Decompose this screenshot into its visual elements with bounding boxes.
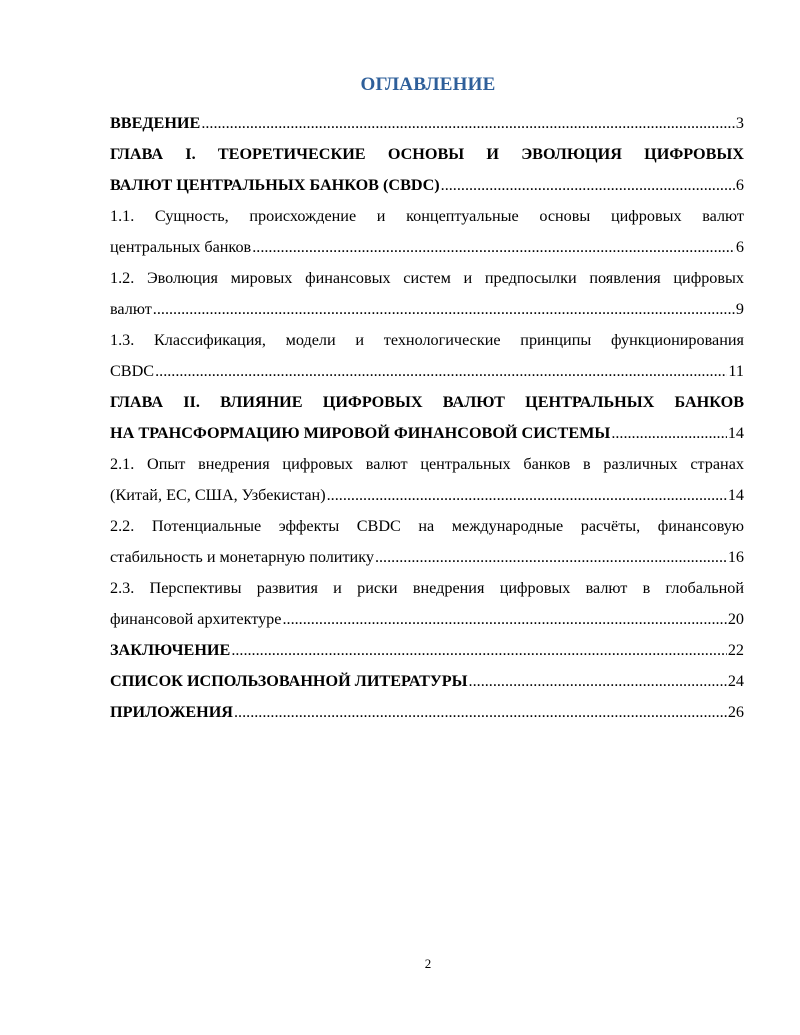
toc-entry-line [110,294,744,325]
toc-entry-text: 1.3. Классификация, модели и технологические принципы функционирования [110,331,744,349]
toc-entry-line [110,480,744,511]
toc-entry-line [110,232,744,263]
toc-entry-text: ВАЛЮТ ЦЕНТРАЛЬНЫХ БАНКОВ (CBDC) [110,176,440,194]
toc-entry-references[interactable] [110,666,744,697]
toc-entry-section-1-3[interactable] [110,325,744,387]
toc-entry-text: 1.1. Сущность, происхождение и концептуальные основы цифровых валют [110,207,744,225]
toc-entry-text: ВВЕДЕНИЕ [110,114,201,132]
toc-page-number: 3 [735,114,744,132]
toc-entry-chapter-2[interactable] [110,387,744,449]
toc-entry-line [110,604,744,635]
toc-entry-text: ГЛАВА I. ТЕОРЕТИЧЕСКИЕ ОСНОВЫ И ЭВОЛЮЦИЯ ЦИФРОВЫХ [110,145,744,163]
toc-entry-chapter-1[interactable] [110,139,744,201]
toc-entry-conclusion[interactable] [110,635,744,666]
toc-entry-text: ГЛАВА II. ВЛИЯНИЕ ЦИФРОВЫХ ВАЛЮТ ЦЕНТРАЛЬНЫХ БАНКОВ [110,393,744,411]
toc-entry-text: центральных банков [110,238,252,256]
dot-leader [234,697,727,728]
page-number: 2 [424,956,432,971]
toc-page-number: 9 [735,300,744,318]
toc-entry-section-2-1[interactable] [110,449,744,511]
toc-page-number: 24 [727,672,744,690]
toc-page-number: 20 [727,610,744,628]
toc-entry-text: 2.2. Потенциальные эффекты CBDC на международные расчёты, финансовую [110,517,744,535]
toc-entry-line [110,356,744,387]
dot-leader [327,480,727,511]
toc-entry-line [110,697,744,728]
toc-page-number: 26 [727,703,744,721]
table-of-contents [110,108,744,728]
dot-leader [441,170,735,201]
dot-leader [469,666,727,697]
dot-leader [201,108,735,139]
dot-leader [155,356,727,387]
toc-entry-section-2-2[interactable] [110,511,744,573]
toc-page-number: 14 [727,424,744,442]
toc-entry-line [110,666,744,697]
toc-entry-appendices[interactable] [110,697,744,728]
toc-entry-line [110,170,744,201]
dot-leader [282,604,726,635]
toc-entry-line [110,418,744,449]
toc-entry-text: 1.2. Эволюция мировых финансовых систем и предпосылки появления цифровых [110,269,744,287]
toc-entry-intro[interactable] [110,108,744,139]
toc-entry-line [110,635,744,666]
dot-leader [153,294,735,325]
toc-entry-section-2-3[interactable] [110,573,744,635]
toc-entry-text: стабильность и монетарную политику [110,548,374,566]
toc-entry-text: СПИСОК ИСПОЛЬЗОВАННОЙ ЛИТЕРАТУРЫ [110,672,468,690]
toc-page-number: 14 [727,486,744,504]
toc-page-number: 22 [727,641,744,659]
toc-entry-text: ПРИЛОЖЕНИЯ [110,703,233,721]
toc-entry-text: 2.1. Опыт внедрения цифровых валют центральных банков в различных странах [110,455,744,473]
toc-page-number: 6 [735,238,744,256]
dot-leader [375,542,727,573]
toc-entry-line [110,542,744,573]
toc-entry-text: финансовой архитектуре [110,610,282,628]
toc-page-number: 6 [735,176,744,194]
toc-entry-line [110,108,744,139]
toc-page-number: 11 [728,362,744,380]
toc-entry-section-1-2[interactable] [110,263,744,325]
toc-entry-text: CBDC [110,362,155,380]
dot-leader [611,418,727,449]
toc-entry-text: валют [110,300,152,318]
toc-entry-text: ЗАКЛЮЧЕНИЕ [110,641,231,659]
toc-entry-text: 2.3. Перспективы развития и риски внедрения цифровых валют в глобальной [110,579,744,597]
dot-leader [252,232,735,263]
toc-page-number: 16 [727,548,744,566]
page-title: ОГЛАВЛЕНИЕ [360,74,496,95]
toc-entry-text: НА ТРАНСФОРМАЦИЮ МИРОВОЙ ФИНАНСОВОЙ СИСТЕМЫ [110,424,611,442]
toc-entry-text: (Китай, ЕС, США, Узбекистан) [110,486,326,504]
toc-entry-section-1-1[interactable] [110,201,744,263]
dot-leader [231,635,727,666]
